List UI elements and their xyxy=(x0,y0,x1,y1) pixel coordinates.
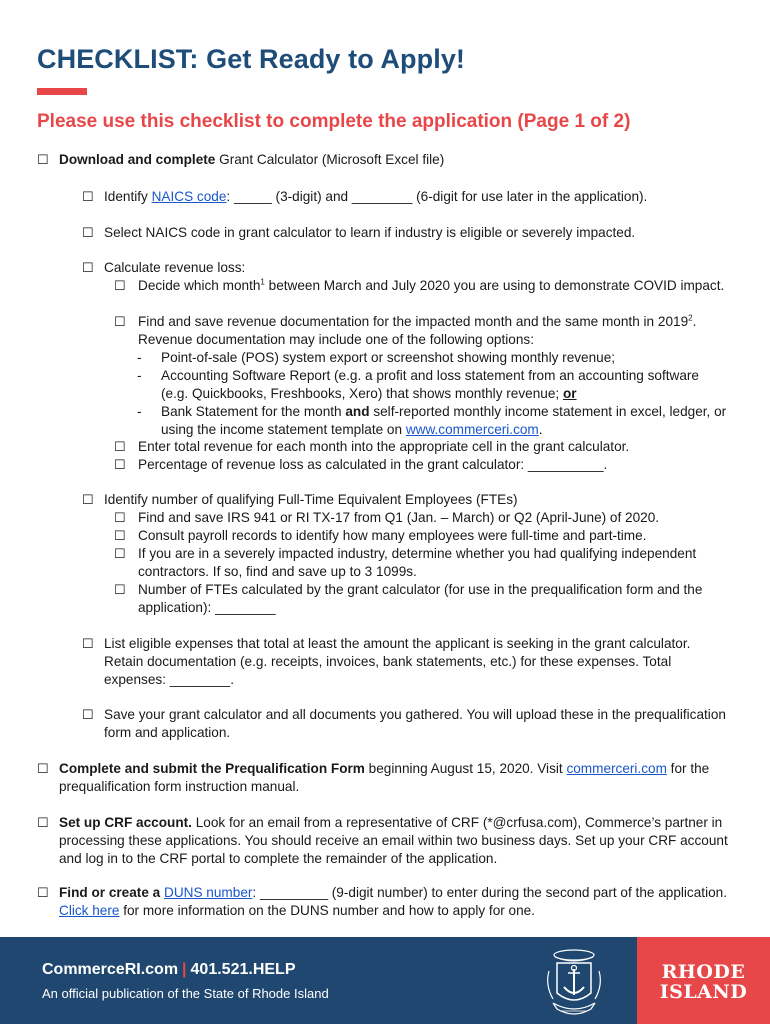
page-subtitle: Please use this checklist to complete the application (Page 1 of 2) xyxy=(37,111,631,132)
footer-contact xyxy=(42,961,295,979)
checklist-item-crf xyxy=(37,814,737,868)
page-title: CHECKLIST: Get Ready to Apply! xyxy=(37,44,466,74)
footnote-ref: 1 xyxy=(260,277,265,287)
item-text: : _____ (3-digit) and ________ (6-digit for use later in the application). xyxy=(226,189,648,204)
item-text: List eligible expenses that total at least the amount the applicant is seeking in the grant calculator. Retain documentation (e.g. receipts, invoices, bank statements, etc.) for these expenses. Total expenses: ________. xyxy=(104,636,691,687)
checklist-item-naics xyxy=(82,188,732,206)
item-text: Find and save IRS 941 or RI TX-17 from Q1 (Jan. – March) or Q2 (April-June) of 2020. xyxy=(138,510,660,525)
checklist-item-contractors xyxy=(114,545,734,581)
item-text: Look for an email from a representative of CRF (*@crfusa.com), Commerce’s partner in processing these applications. You should receive an email within two business days. Set up your CRF account and log in to the CRF portal to complete the remainder of the application. xyxy=(59,815,728,866)
checklist-item-download xyxy=(37,151,737,169)
option-bank xyxy=(137,403,727,439)
item-text: If you are in a severely impacted industry, determine whether you had qualifying independent contractors. If so, find and save up to 3 1099s. xyxy=(138,546,697,579)
item-text: Number of FTEs calculated by the grant calculator (for use in the prequalification form and the application): ________ xyxy=(138,582,703,615)
checkbox[interactable]: ☐ xyxy=(82,260,94,275)
checkbox[interactable]: ☐ xyxy=(37,885,49,900)
item-bold-text: Complete and submit the Prequalification Form xyxy=(59,761,365,776)
checkbox[interactable]: ☐ xyxy=(82,225,94,240)
checklist-item-expenses xyxy=(82,635,732,689)
item-text: for more information on the DUNS number and how to apply for one. xyxy=(119,903,536,918)
dash-bullet: - xyxy=(137,368,142,383)
item-text: Save your grant calculator and all documents you gathered. You will upload these in the prequalification form and application. xyxy=(104,707,726,740)
item-text: : _________ (9-digit number) to enter during the second part of the application. xyxy=(252,885,727,900)
rhode-island-logo xyxy=(637,937,770,1024)
item-bold-text: or xyxy=(562,386,577,401)
footer-phone: 401.521.HELP xyxy=(190,961,296,978)
option-accounting xyxy=(137,367,727,403)
checklist-item-find-docs xyxy=(114,313,734,349)
item-bold-text: Set up CRF account. xyxy=(59,815,192,830)
option-pos xyxy=(137,349,727,367)
checkbox[interactable]: ☐ xyxy=(82,189,94,204)
item-text: for the prequalification form instruction manual. xyxy=(59,761,710,794)
checkbox[interactable]: ☐ xyxy=(114,510,126,525)
item-text: Percentage of revenue loss as calculated in the grant calculator: __________. xyxy=(138,457,608,472)
checkbox[interactable]: ☐ xyxy=(114,439,126,454)
item-text: . Revenue documentation may include one of the following options: xyxy=(138,314,697,347)
item-bold-text: Download and complete xyxy=(59,152,216,167)
checkbox[interactable]: ☐ xyxy=(82,636,94,651)
item-text: Enter total revenue for each month into the appropriate cell in the grant calculator. xyxy=(138,439,630,454)
item-text: Bank Statement for the month xyxy=(161,404,346,419)
checklist-item-select-naics xyxy=(82,224,732,242)
item-bold-text: Find or create a xyxy=(59,885,165,900)
checkbox[interactable]: ☐ xyxy=(37,152,49,167)
item-text: Consult payroll records to identify how many employees were full-time and part-time. xyxy=(138,528,647,543)
checklist-item-revenue-loss xyxy=(82,259,732,277)
checklist-item-num-ftes xyxy=(114,581,734,617)
item-bold-text: and xyxy=(345,404,370,419)
item-text: Accounting Software Report (e.g. a profit and loss statement from an accounting software (e.g. Quickbooks, Freshbooks, Xero) that shows monthly revenue; xyxy=(161,368,699,401)
state-seal-icon xyxy=(541,945,607,1019)
checkbox[interactable]: ☐ xyxy=(82,707,94,722)
checkbox[interactable]: ☐ xyxy=(114,278,126,293)
checklist-item-enter-revenue xyxy=(114,438,734,456)
item-text: . xyxy=(538,422,543,437)
footnote-ref: 2 xyxy=(688,313,693,323)
checkbox[interactable]: ☐ xyxy=(114,457,126,472)
checkbox[interactable]: ☐ xyxy=(114,582,126,597)
checklist-item-payroll xyxy=(114,527,734,545)
checklist-item-ftes xyxy=(82,491,732,509)
logo-line-rhode: RHODE xyxy=(661,961,746,983)
dash-bullet: - xyxy=(137,350,142,365)
checkbox[interactable]: ☐ xyxy=(114,528,126,543)
checklist-item-decide-month xyxy=(114,277,734,295)
footer-tagline: An official publication of the State of Rhode Island xyxy=(42,986,329,1001)
checkbox[interactable]: ☐ xyxy=(114,314,126,329)
commerceri-link[interactable]: www.commerceri.com xyxy=(405,422,539,437)
duns-number-link[interactable]: DUNS number xyxy=(164,885,253,900)
item-text: between March and July 2020 you are using to demonstrate COVID impact. xyxy=(264,278,725,293)
item-text: beginning August 15, 2020. Visit xyxy=(364,761,567,776)
item-text: Select NAICS code in grant calculator to learn if industry is eligible or severely impacted. xyxy=(104,225,636,240)
item-text: self-reported monthly income statement in excel, ledger, or using the income statement template on xyxy=(161,404,727,437)
footer-site[interactable]: CommerceRI.com xyxy=(42,961,179,978)
item-text: Find and save revenue documentation for the impacted month and the same month in 2019 xyxy=(138,314,689,329)
naics-code-link[interactable]: NAICS code xyxy=(151,189,227,204)
item-text: Decide which month xyxy=(138,278,261,293)
checkbox[interactable]: ☐ xyxy=(37,761,49,776)
checkbox[interactable]: ☐ xyxy=(82,492,94,507)
checklist-item-prequal xyxy=(37,760,737,796)
checklist-item-irs xyxy=(114,509,734,527)
checklist-item-save xyxy=(82,706,732,742)
click-here-link[interactable]: Click here xyxy=(59,903,120,918)
dash-bullet: - xyxy=(137,404,142,419)
title-accent-bar xyxy=(37,88,87,95)
item-text: Identify xyxy=(104,189,152,204)
item-text: Point-of-sale (POS) system export or screenshot showing monthly revenue; xyxy=(161,350,616,365)
commerceri-link[interactable]: commerceri.com xyxy=(566,761,667,776)
item-text: Grant Calculator (Microsoft Excel file) xyxy=(215,152,445,167)
footer-separator: | xyxy=(182,961,187,978)
checkbox[interactable]: ☐ xyxy=(114,546,126,561)
logo-line-island: ISLAND xyxy=(659,981,748,1003)
checkbox[interactable]: ☐ xyxy=(37,815,49,830)
checklist-item-percentage xyxy=(114,456,734,474)
checklist-item-duns xyxy=(37,884,737,920)
footer-banner xyxy=(0,937,770,1024)
item-text: Calculate revenue loss: xyxy=(104,260,246,275)
item-text: Identify number of qualifying Full-Time Equivalent Employees (FTEs) xyxy=(104,492,518,507)
